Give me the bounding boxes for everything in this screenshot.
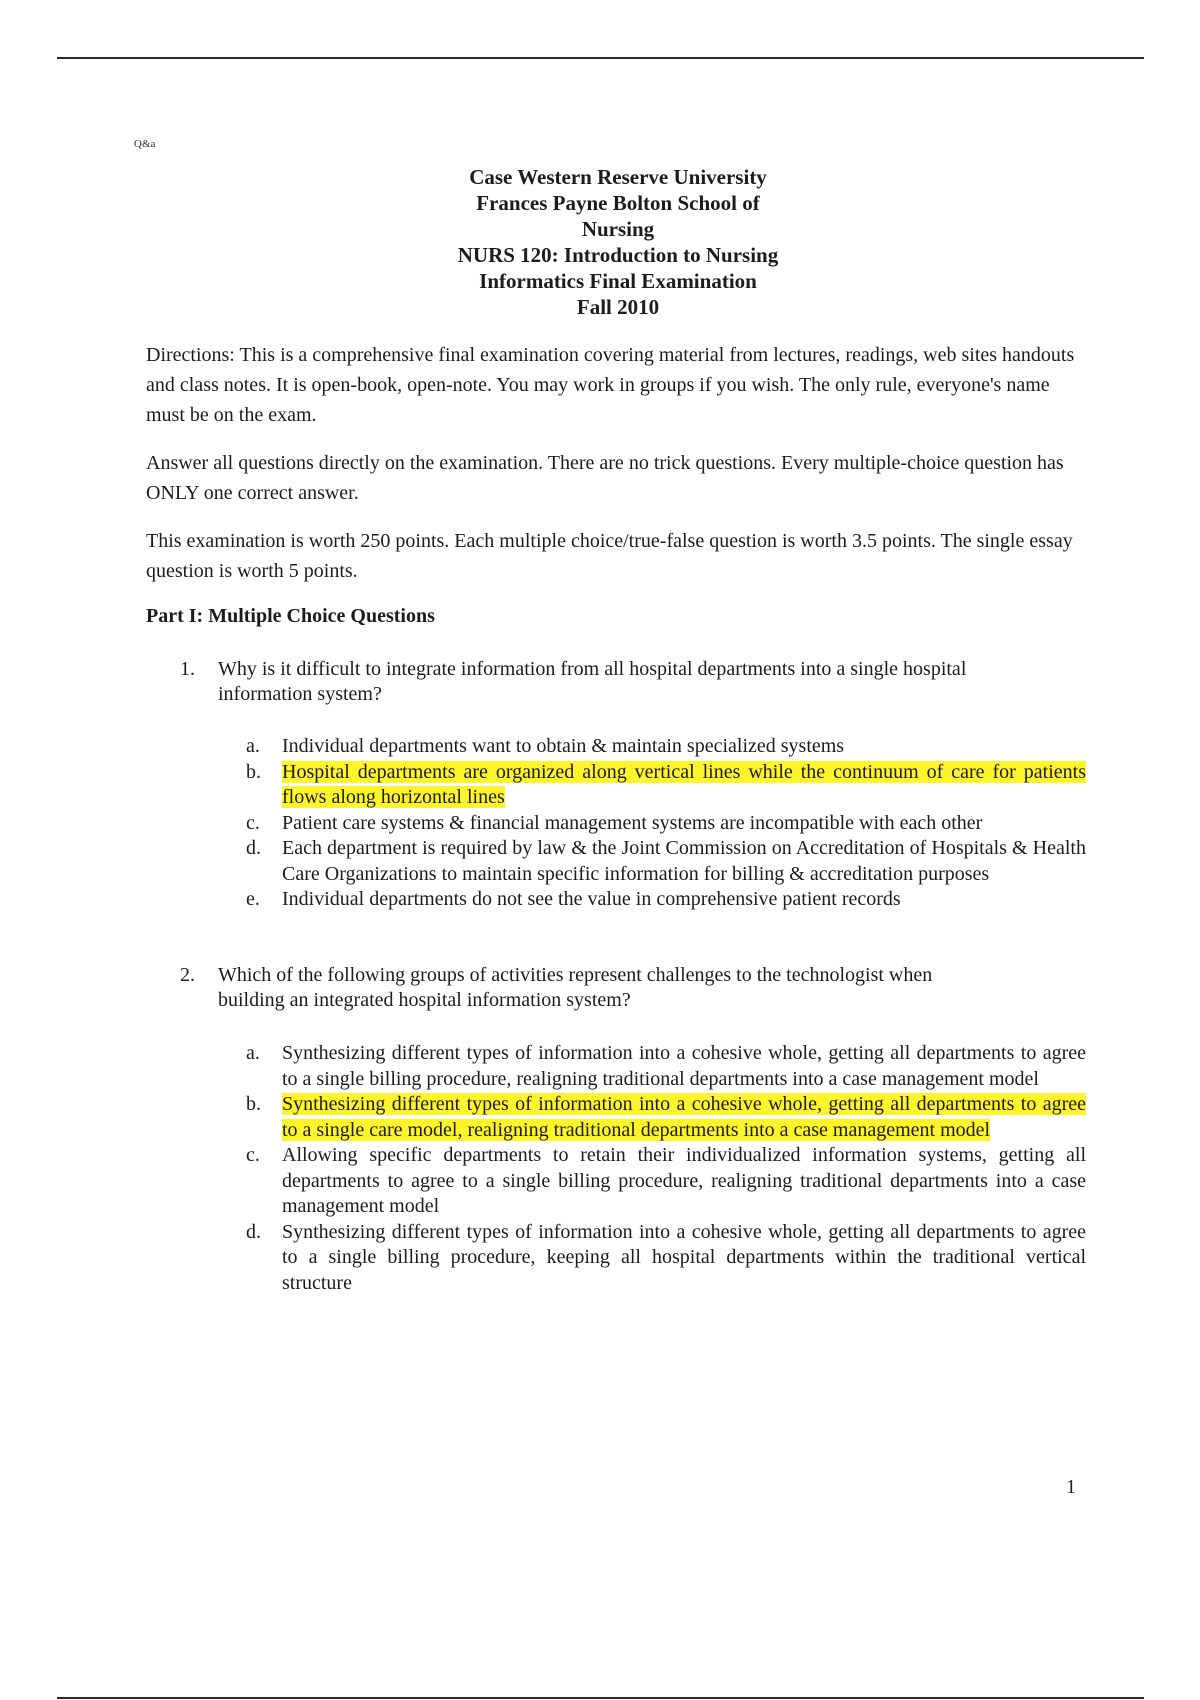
option-d xyxy=(246,836,1086,887)
option-text: Allowing specific departments to retain their individualized information systems, getting all departments to agree to a single billing procedure, realigning traditional departments into a case management model xyxy=(282,1144,1086,1217)
question-1 xyxy=(180,657,1080,707)
title-line: Fall 2010 xyxy=(576,295,660,319)
option-text: Individual departments want to obtain & maintain specialized systems xyxy=(282,735,845,757)
points-paragraph: This examination is worth 250 points. Each multiple choice/true-false question is worth 3.5 points. The single essay question is worth 5 points. xyxy=(146,530,1073,582)
part-heading: Part I: Multiple Choice Questions xyxy=(146,605,435,627)
option-letter: d. xyxy=(246,1220,261,1243)
highlighted-answer: Hospital departments are organized along vertical lines while the continuum of care for patients flows along horizontal lines xyxy=(282,760,1086,808)
title-line: NURS 120: Introduction to Nursing xyxy=(457,243,779,267)
header-tag: Q&a xyxy=(134,138,156,150)
option-text: Synthesizing different types of information into a cohesive whole, getting all departments to agree to a single billing procedure, keeping all hospital departments within the traditional vertical structure xyxy=(282,1220,1086,1294)
option-a xyxy=(246,1041,1086,1092)
question-2 xyxy=(180,963,1080,1013)
option-b-highlighted xyxy=(246,760,1086,811)
question-number: 1. xyxy=(180,658,195,680)
highlighted-answer: Synthesizing different types of information into a cohesive whole, getting all departments to agree to a single care model, realigning traditional departments into a case management model xyxy=(282,1093,1086,1141)
page-number: 1 xyxy=(1066,1476,1076,1498)
question-1-options xyxy=(246,734,1086,913)
title-line: Nursing xyxy=(581,217,655,241)
directions-paragraph: Directions: This is a comprehensive final examination covering material from lectures, readings, web sites handouts and class notes. It is open-book, open-note. You may work in groups if you wish. The only rule, everyone's name must be on the exam. xyxy=(146,344,1075,426)
option-letter: b. xyxy=(246,1093,261,1115)
option-letter: b. xyxy=(246,760,261,783)
option-a xyxy=(246,734,1086,760)
option-letter: a. xyxy=(246,735,260,757)
option-d xyxy=(246,1220,1086,1297)
option-text: Individual departments do not see the value in comprehensive patient records xyxy=(282,888,901,910)
title-line: Informatics Final Examination xyxy=(479,269,757,293)
exam-title xyxy=(400,164,836,320)
question-text: Why is it difficult to integrate information from all hospital departments into a single hospital information system? xyxy=(218,658,967,705)
option-letter: a. xyxy=(246,1042,260,1064)
answer-instructions-paragraph: Answer all questions directly on the examination. There are no trick questions. Every multiple-choice question has ONLY one correct answer. xyxy=(146,452,1064,504)
option-b-highlighted xyxy=(246,1092,1086,1143)
option-e xyxy=(246,887,1086,913)
question-2-options xyxy=(246,1041,1086,1296)
option-letter: d. xyxy=(246,837,261,859)
option-letter: e. xyxy=(246,888,260,910)
question-text: Which of the following groups of activities represent challenges to the technologist when building an integrated hospital information system? xyxy=(218,964,933,1011)
option-letter: c. xyxy=(246,1144,260,1166)
title-line: Frances Payne Bolton School of xyxy=(476,191,760,215)
option-text: Patient care systems & financial management systems are incompatible with each other xyxy=(282,811,983,834)
option-letter: c. xyxy=(246,811,260,834)
bottom-rule xyxy=(57,1697,1144,1699)
option-c xyxy=(246,1143,1086,1220)
option-text: Each department is required by law & the Joint Commission on Accreditation of Hospitals & Health Care Organizations to maintain specific information for billing & accreditation purposes xyxy=(282,837,1086,885)
title-line: Case Western Reserve University xyxy=(469,165,767,189)
question-number: 2. xyxy=(180,964,195,986)
option-text: Synthesizing different types of information into a cohesive whole, getting all departments to agree to a single billing procedure, realigning traditional departments into a case management model xyxy=(282,1042,1086,1090)
top-rule xyxy=(57,57,1144,59)
option-c xyxy=(246,811,1086,837)
